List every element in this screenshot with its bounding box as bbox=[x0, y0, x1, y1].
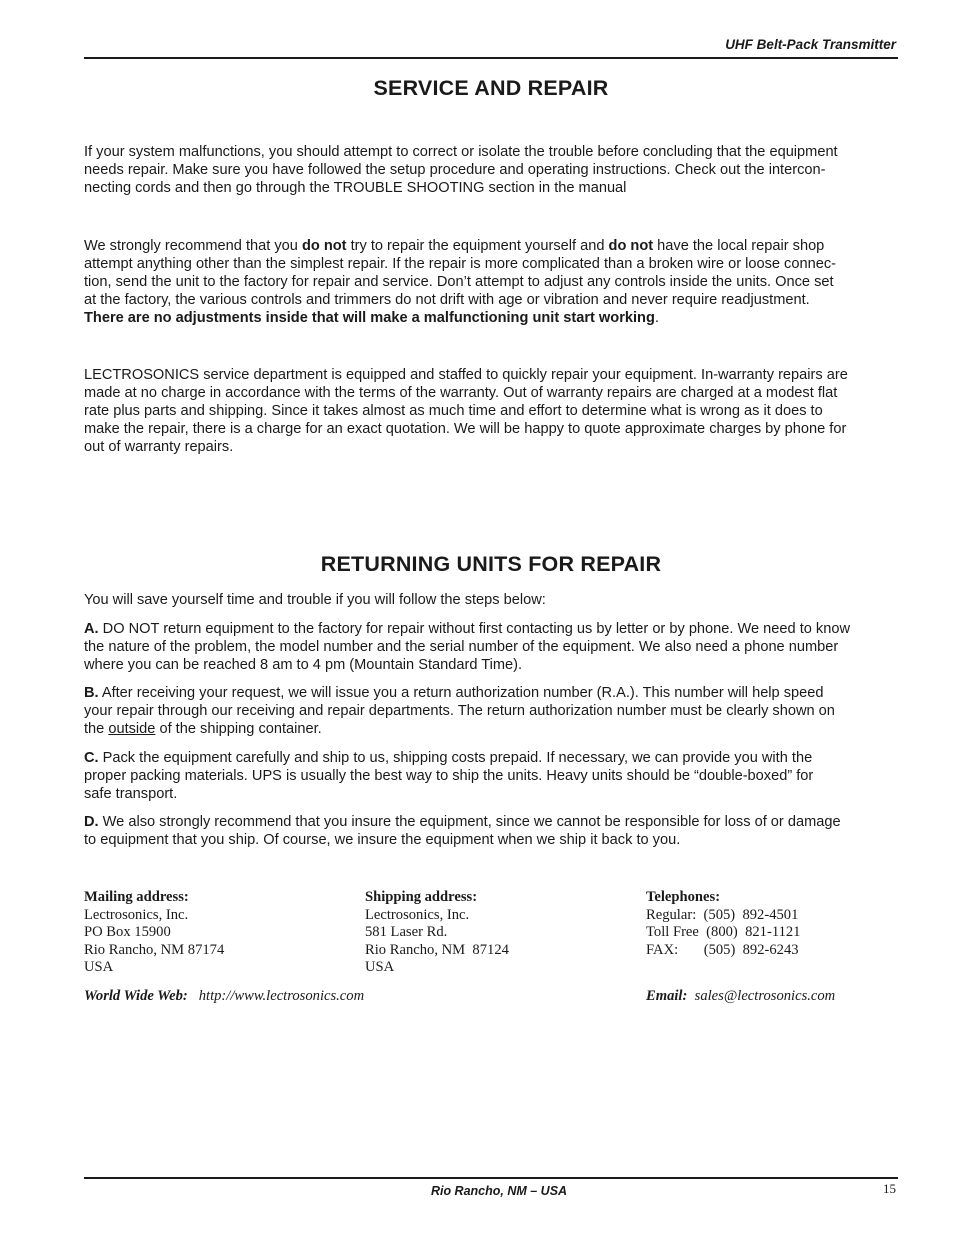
step-a bbox=[84, 620, 900, 674]
text-line: your repair through our receiving and repair departments. The return authorization number must be clearly shown on bbox=[84, 703, 835, 719]
text-run: . bbox=[654, 310, 659, 326]
text-line: attempt anything other than the simplest repair. If the repair is more complicated than a broken wire or loose connec- bbox=[84, 256, 836, 272]
step-b bbox=[84, 684, 900, 738]
header-rule bbox=[84, 57, 898, 59]
address-line: USA bbox=[84, 959, 114, 975]
text-run: Pack the equipment carefully and ship to us, shipping costs prepaid. If necessary, we can provide you with the bbox=[98, 750, 813, 766]
text-line: necting cords and then go through the TROUBLE SHOOTING section in the manual bbox=[84, 180, 627, 196]
text-line: tion, send the unit to the factory for repair and service. Don’t attempt to adjust any controls inside the units. Once set bbox=[84, 274, 834, 290]
service-paragraph-2 bbox=[84, 237, 900, 327]
text-line: needs repair. Make sure you have followed the setup procedure and operating instructions. Check out the intercon- bbox=[84, 162, 826, 178]
footer-rule bbox=[84, 1177, 898, 1179]
emphasis-sentence: There are no adjustments inside that will make a malfunctioning unit start working bbox=[84, 310, 655, 326]
text-line: make the repair, there is a charge for an exact quotation. We will be happy to quote approximate charges by phone for bbox=[84, 421, 847, 437]
text-line: proper packing materials. UPS is usually the best way to ship the units. Heavy units should be “double-boxed” for bbox=[84, 768, 814, 784]
step-d bbox=[84, 813, 900, 849]
step-c bbox=[84, 749, 900, 803]
text-line: made at no charge in accordance with the terms of the warranty. Out of warranty repairs are charged at a modest flat bbox=[84, 385, 838, 401]
address-line: 581 Laser Rd. bbox=[365, 924, 448, 940]
address-line: USA bbox=[365, 959, 395, 975]
text-run: We strongly recommend that you bbox=[84, 238, 302, 254]
email-value[interactable]: sales@lectrosonics.com bbox=[694, 988, 836, 1004]
text-line: to equipment that you ship. Of course, we insure the equipment when we ship it back to you. bbox=[84, 832, 681, 848]
returning-heading: RETURNING UNITS FOR REPAIR bbox=[320, 552, 662, 576]
text-run: We also strongly recommend that you insure the equipment, since we cannot be responsible for loss of or damage bbox=[98, 814, 841, 830]
returning-intro: You will save yourself time and trouble if you will follow the steps below: bbox=[84, 592, 546, 608]
underlined-word: outside bbox=[108, 721, 156, 737]
text-run: have the local repair shop bbox=[653, 238, 825, 254]
text-line: LECTROSONICS service department is equipped and staffed to quickly repair your equipment. In-warranty repairs are bbox=[84, 367, 848, 383]
text-run: After receiving your request, we will issue you a return authorization number (R.A.). This number will help speed bbox=[98, 685, 824, 701]
text-line: out of warranty repairs. bbox=[84, 439, 234, 455]
telephones bbox=[646, 889, 800, 959]
service-heading: SERVICE AND REPAIR bbox=[373, 76, 609, 100]
email-label: Email: bbox=[646, 988, 688, 1004]
text-run: of the shipping container. bbox=[155, 721, 322, 737]
phone-line: FAX: (505) 892-6243 bbox=[646, 941, 799, 958]
text-run: try to repair the equipment yourself and bbox=[346, 238, 609, 254]
shipping-label: Shipping address: bbox=[365, 889, 478, 905]
emphasis: do not bbox=[301, 238, 347, 254]
step-key: B. bbox=[84, 685, 99, 701]
step-key: C. bbox=[84, 750, 99, 766]
phone-line: Regular: (505) 892-4501 bbox=[646, 906, 799, 923]
web-label: World Wide Web: bbox=[84, 988, 188, 1004]
address-line: Rio Rancho, NM 87124 bbox=[365, 941, 509, 958]
mailing-label: Mailing address: bbox=[84, 889, 189, 905]
page-number: 15 bbox=[883, 1181, 896, 1196]
step-key: D. bbox=[84, 814, 99, 830]
text-run: the bbox=[84, 721, 109, 737]
service-paragraph-3 bbox=[84, 366, 900, 456]
email-address bbox=[646, 988, 835, 1006]
web-address bbox=[84, 988, 364, 1006]
address-line: Rio Rancho, NM 87174 bbox=[84, 941, 225, 958]
emphasis: do not bbox=[608, 238, 654, 254]
text-line: safe transport. bbox=[84, 786, 178, 802]
phone-line: Toll Free (800) 821-1121 bbox=[646, 924, 801, 940]
telephones-label: Telephones: bbox=[646, 889, 721, 905]
address-line: Lectrosonics, Inc. bbox=[84, 906, 189, 923]
footer-location: Rio Rancho, NM – USA bbox=[430, 1184, 568, 1198]
text-line: the nature of the problem, the model number and the serial number of the equipment. We also need a phone number bbox=[84, 639, 839, 655]
text-line: where you can be reached 8 am to 4 pm (Mountain Standard Time). bbox=[84, 657, 523, 673]
step-key: A. bbox=[84, 621, 99, 637]
text-line: If your system malfunctions, you should attempt to correct or isolate the trouble before concluding that the equipment bbox=[84, 144, 838, 160]
mailing-address bbox=[84, 889, 224, 977]
text-line: at the factory, the various controls and trimmers do not drift with age or vibration and never require readjustment. bbox=[84, 292, 810, 308]
running-header: UHF Belt-Pack Transmitter bbox=[725, 37, 896, 52]
address-line: PO Box 15900 bbox=[84, 924, 171, 940]
service-paragraph-1 bbox=[84, 143, 900, 197]
text-line: rate plus parts and shipping. Since it takes almost as much time and effort to determine what is wrong as it does to bbox=[84, 403, 823, 419]
shipping-address bbox=[365, 889, 509, 977]
web-url[interactable]: http://www.lectrosonics.com bbox=[198, 988, 365, 1004]
text-run: DO NOT return equipment to the factory for repair without first contacting us by letter or by phone. We need to know bbox=[98, 621, 851, 637]
address-line: Lectrosonics, Inc. bbox=[365, 906, 470, 923]
